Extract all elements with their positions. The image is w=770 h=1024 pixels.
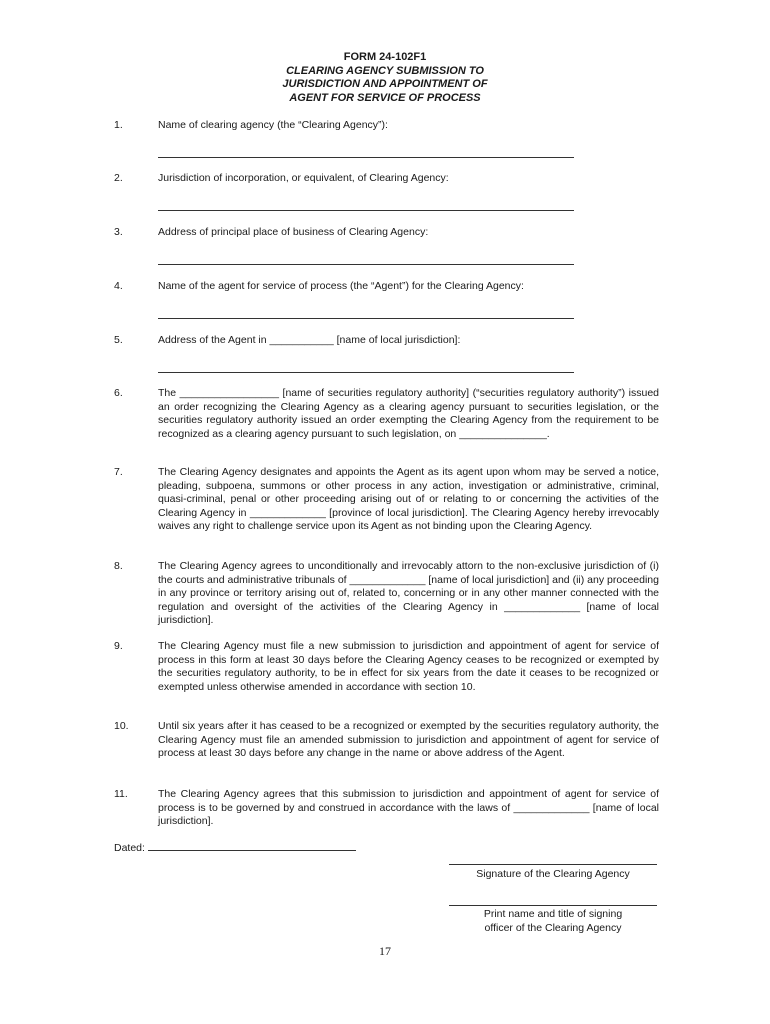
form-item-1 — [114, 119, 659, 133]
item-text: The Clearing Agency agrees to unconditionally and irrevocably attorn to the non-exclusive jurisdiction of (i) the courts and administrative tribunals of _____________ [name of local jurisdiction] and (ii) any proceeding in any province or territory arising out of, related to, concerning or in any other manner connected with the regulation and oversight of the activities of the Clearing Agency in _____________ [name of local jurisdiction]. — [158, 560, 659, 627]
page-number: 17 — [379, 944, 391, 958]
item-text: The Clearing Agency agrees that this submission to jurisdiction and appointment of agent for service of process is to be governed by and construed in accordance with the laws of _____________ [name of local jurisdiction]. — [158, 788, 659, 828]
item-number: 3. — [114, 226, 123, 238]
form-item-3 — [114, 226, 659, 240]
agent-address-field[interactable] — [158, 372, 574, 373]
item-number: 6. — [114, 387, 123, 399]
item-text: Until six years after it has ceased to be a recognized or exempted by the securities regulatory authority, the Clearing Agency must file an amended submission to jurisdiction and appointment of agent for service of process at least 30 days before any change in the name or above address of the Agent. — [158, 720, 659, 760]
signature-line[interactable] — [449, 864, 657, 865]
form-title-line-1: CLEARING AGENCY SUBMISSION TO — [286, 64, 484, 77]
dated-label: Dated: — [114, 842, 145, 854]
form-title-line-3: AGENT FOR SERVICE OF PROCESS — [289, 91, 481, 104]
dated-field[interactable] — [148, 842, 356, 851]
item-text: Address of principal place of business of Clearing Agency: — [158, 226, 429, 238]
form-header — [0, 51, 770, 105]
dated-row — [114, 842, 356, 854]
form-item-9 — [114, 640, 659, 694]
item-number: 7. — [114, 466, 123, 478]
form-item-7 — [114, 466, 659, 534]
item-number: 5. — [114, 334, 123, 346]
form-item-8 — [114, 560, 659, 628]
form-item-2 — [114, 172, 659, 186]
item-text: Name of the agent for service of process (the “Agent”) for the Clearing Agency: — [158, 280, 524, 292]
item-number: 8. — [114, 560, 123, 572]
item-text: Name of clearing agency (the “Clearing Agency”): — [158, 119, 388, 131]
agent-name-field[interactable] — [158, 318, 574, 319]
item-number: 11. — [114, 788, 128, 800]
print-name-label-line-2: officer of the Clearing Agency — [484, 921, 622, 934]
signature-label: Signature of the Clearing Agency — [476, 868, 630, 880]
item-text: Jurisdiction of incorporation, or equivalent, of Clearing Agency: — [158, 172, 449, 184]
form-item-10 — [114, 720, 659, 761]
item-text: Address of the Agent in ___________ [name of local jurisdiction]: — [158, 334, 461, 346]
item-number: 10. — [114, 720, 129, 732]
item-number: 4. — [114, 280, 123, 292]
form-title-line-2: JURISDICTION AND APPOINTMENT OF — [282, 78, 488, 90]
form-item-5 — [114, 334, 659, 348]
jurisdiction-field[interactable] — [158, 210, 574, 211]
item-number: 1. — [114, 119, 123, 131]
form-item-6 — [114, 387, 659, 441]
item-text: The Clearing Agency must file a new submission to jurisdiction and appointment of agent for service of process in this form at least 30 days before the Clearing Agency ceases to be recognized or exempted by the securities regulatory authority, to be in effect for six years from the date it ceases to be recognized or exempted unless otherwise amended in accordance with section 10. — [158, 640, 659, 693]
form-number: FORM 24-102F1 — [343, 51, 427, 63]
clearing-agency-name-field[interactable] — [158, 157, 574, 158]
item-number: 2. — [114, 172, 123, 184]
print-name-line[interactable] — [449, 905, 657, 906]
item-number: 9. — [114, 640, 123, 652]
principal-address-field[interactable] — [158, 264, 574, 265]
print-name-label — [440, 908, 666, 935]
item-text: The _________________ [name of securities regulatory authority] (“securities regulatory authority”) issued an order recognizing the Clearing Agency as a clearing agency pursuant to securities legislation, or the securities regulatory authority issued an order exempting the Clearing Agency from the requirement to be recognized as a clearing agency pursuant to such legislation, on _______________. — [158, 387, 659, 440]
item-text: The Clearing Agency designates and appoints the Agent as its agent upon whom may be served a notice, pleading, subpoena, summons or other process in any action, investigation or administrative, criminal, quasi-criminal, penal or other proceeding arising out of or relating to or concerning the activities of the Clearing Agency in _____________ [province of local jurisdiction]. The Clearing Agency hereby irrevocably waives any right to challenge service upon its Agent as not binding upon the Clearing Agency. — [158, 466, 659, 533]
print-name-label-line-1: Print name and title of signing — [483, 908, 623, 920]
form-item-4 — [114, 280, 659, 294]
form-item-11 — [114, 788, 659, 829]
